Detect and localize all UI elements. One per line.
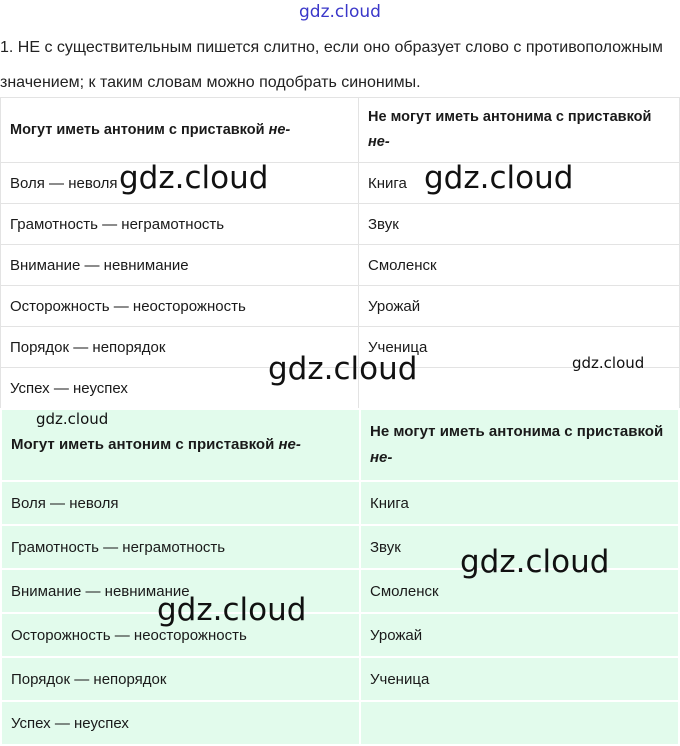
cell-antonym-pair: Порядок — непорядок — [1, 327, 359, 368]
cell-antonym-pair: Внимание — невнимание — [1, 569, 360, 613]
site-header-logo[interactable]: gdz.cloud — [299, 2, 381, 22]
table-row — [1, 701, 679, 745]
cell-antonym-pair: Успех — неуспех — [1, 701, 360, 745]
watermark: gdz.cloud — [572, 354, 645, 372]
watermark: gdz.cloud — [36, 410, 109, 428]
table-row — [1, 204, 680, 245]
table-row — [1, 569, 679, 613]
table-row — [1, 286, 680, 327]
table-row — [1, 163, 680, 204]
table-row — [1, 368, 680, 409]
watermark: gdz.cloud — [119, 160, 269, 196]
header-cell-can-have-antonym — [1, 98, 359, 163]
cell-antonym-pair: Порядок — непорядок — [1, 657, 360, 701]
cell-word: Звук — [360, 525, 679, 569]
cell-word: Урожай — [360, 613, 679, 657]
cell-antonym-pair: Воля — неволя — [1, 481, 360, 525]
table-row — [1, 657, 679, 701]
watermark: gdz.cloud — [157, 592, 307, 628]
header-cell-cannot-have-antonym — [359, 98, 680, 163]
antonym-table-repeat — [0, 408, 680, 746]
header-prefix: не- — [368, 134, 390, 150]
antonym-table — [0, 97, 680, 409]
cell-word — [359, 368, 680, 409]
cell-word: Смоленск — [359, 245, 680, 286]
cell-antonym-pair: Воля — неволя — [1, 163, 359, 204]
cell-antonym-pair: Внимание — невнимание — [1, 245, 359, 286]
watermark: gdz.cloud — [268, 351, 418, 387]
header-prefix: не- — [370, 449, 393, 466]
header-cell-can-have-antonym — [1, 409, 360, 481]
table-header-row — [1, 98, 680, 163]
cell-word — [360, 701, 679, 745]
intro-paragraph: 1. НЕ с существительным пишется слитно, если оно образует слово с противоположным значением; к таким словам можно подобрать синонимы. — [0, 39, 663, 91]
cell-antonym-pair: Успех — неуспех — [1, 368, 359, 409]
header-text: Могут иметь антоним с приставкой — [10, 121, 269, 138]
header-text: Не могут иметь антонима с приставкой — [368, 109, 652, 125]
table-header-row — [1, 409, 679, 481]
cell-antonym-pair: Осторожность — неосторожность — [1, 613, 360, 657]
cell-antonym-pair: Грамотность — неграмотность — [1, 525, 360, 569]
cell-word: Урожай — [359, 286, 680, 327]
header-text: Могут иметь антоним с приставкой — [11, 436, 279, 453]
cell-word: Звук — [359, 204, 680, 245]
table-row — [1, 613, 679, 657]
cell-word: Смоленск — [360, 569, 679, 613]
watermark: gdz.cloud — [424, 160, 574, 196]
cell-antonym-pair: Грамотность — неграмотность — [1, 204, 359, 245]
header-cell-cannot-have-antonym — [360, 409, 679, 481]
cell-word: Книга — [360, 481, 679, 525]
table-row — [1, 327, 680, 368]
table-row — [1, 525, 679, 569]
header-prefix: не- — [278, 436, 301, 453]
header-prefix: не- — [268, 121, 291, 138]
cell-word: Книга — [359, 163, 680, 204]
table-row — [1, 245, 680, 286]
cell-word: Ученица — [359, 327, 680, 368]
table-row — [1, 481, 679, 525]
cell-word: Ученица — [360, 657, 679, 701]
cell-antonym-pair: Осторожность — неосторожность — [1, 286, 359, 327]
watermark: gdz.cloud — [460, 544, 610, 580]
header-text: Не могут иметь антонима с приставкой — [370, 423, 664, 440]
